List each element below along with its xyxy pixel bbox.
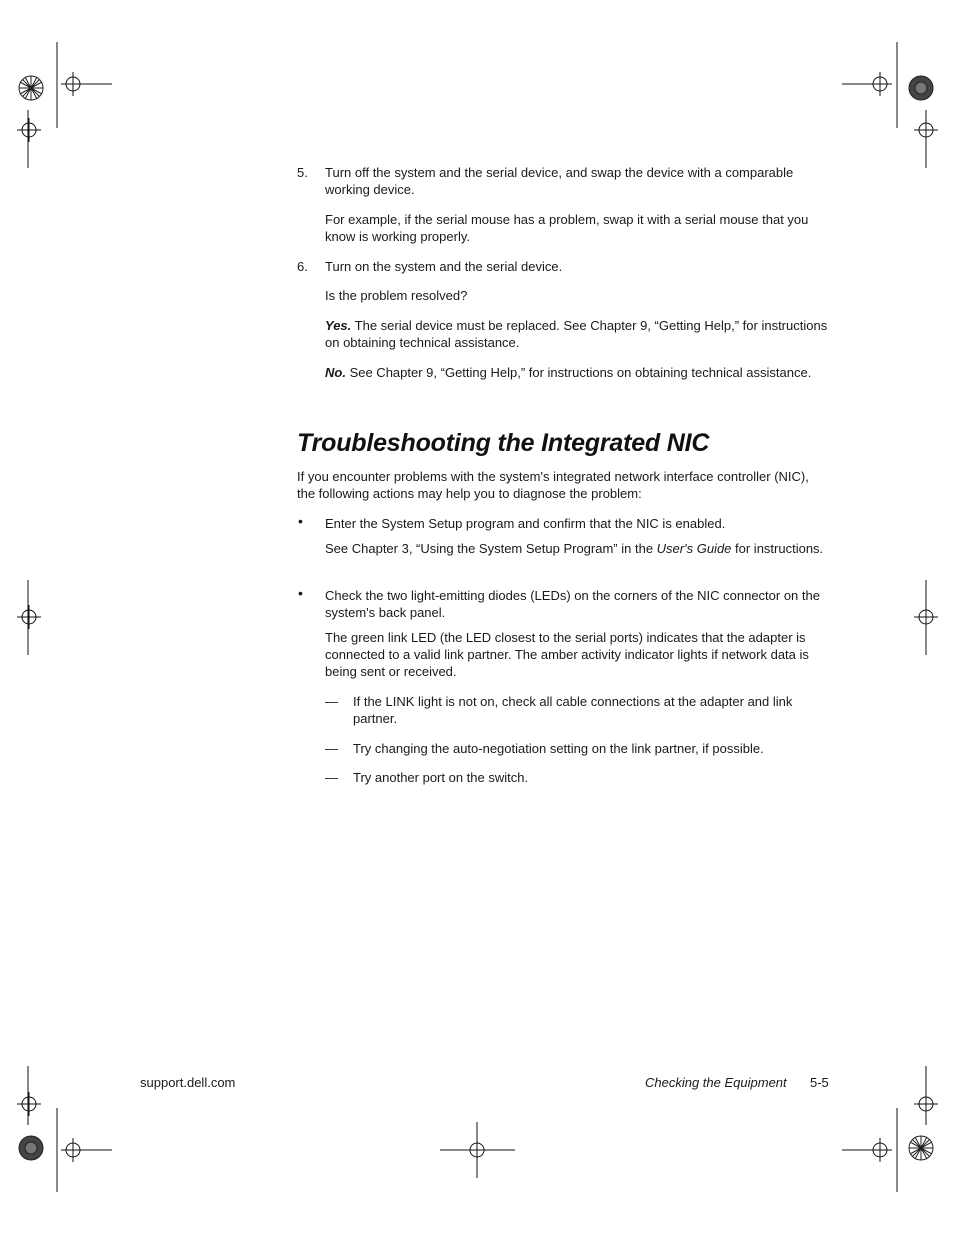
subitem-3-dash: — <box>325 770 338 785</box>
no-lead: No. <box>325 365 346 380</box>
yes-lead: Yes. <box>325 318 352 333</box>
footer-chapter: Checking the Equipment <box>645 1075 787 1090</box>
footer-site: support.dell.com <box>140 1075 236 1090</box>
users-guide-ref: User's Guide <box>656 541 732 556</box>
step-5-number: 5. <box>297 165 308 180</box>
subitem-1-dash: — <box>325 694 338 709</box>
bullet-1-see <box>325 540 830 557</box>
no-text: See Chapter 9, “Getting Help,” for instructions on obtaining technical assistance. <box>345 365 812 380</box>
step-6-yes-answer <box>325 317 830 351</box>
see-suffix: for instructions. <box>731 541 824 556</box>
step-6-question: Is the problem resolved? <box>325 288 468 303</box>
bullet-1-glyph: • <box>298 513 303 529</box>
step-6-no-answer <box>325 364 830 381</box>
subitem-3-text: Try another port on the switch. <box>353 770 529 785</box>
bullet-2-glyph: • <box>298 585 303 601</box>
subitem-2-text: Try changing the auto-negotiation setting on the link partner, if possible. <box>353 741 764 756</box>
yes-text: The serial device must be replaced. See Chapter 9, “Getting Help,” for instructions on obtaining technical assistance. <box>325 318 828 350</box>
step-6-number: 6. <box>297 259 308 274</box>
step-5-text: Turn off the system and the serial device, and swap the device with a comparable working device. <box>325 165 794 197</box>
footer-page-number: 5-5 <box>810 1075 829 1090</box>
bullet-2-detail: The green link LED (the LED closest to the serial ports) indicates that the adapter is connected to a valid link partner. The amber activity indicator lights if network data is being sent or received. <box>325 630 809 679</box>
bullet-2-text: Check the two light-emitting diodes (LEDs) on the corners of the NIC connector on the system's back panel. <box>325 588 820 620</box>
subitem-2-dash: — <box>325 741 338 756</box>
bullet-1-text: Enter the System Setup program and confirm that the NIC is enabled. <box>325 516 726 531</box>
subitem-1-text: If the LINK light is not on, check all cable connections at the adapter and link partner. <box>353 694 793 726</box>
step-6-text: Turn on the system and the serial device. <box>325 259 563 274</box>
see-prefix: See Chapter 3, “Using the System Setup Program” in the <box>325 541 657 556</box>
section-intro: If you encounter problems with the system's integrated network interface controller (NIC), the following actions may help you to diagnose the problem: <box>297 469 809 501</box>
section-title: Troubleshooting the Integrated NIC <box>297 429 710 457</box>
step-5-example: For example, if the serial mouse has a problem, swap it with a serial mouse that you know is working properly. <box>325 212 809 244</box>
